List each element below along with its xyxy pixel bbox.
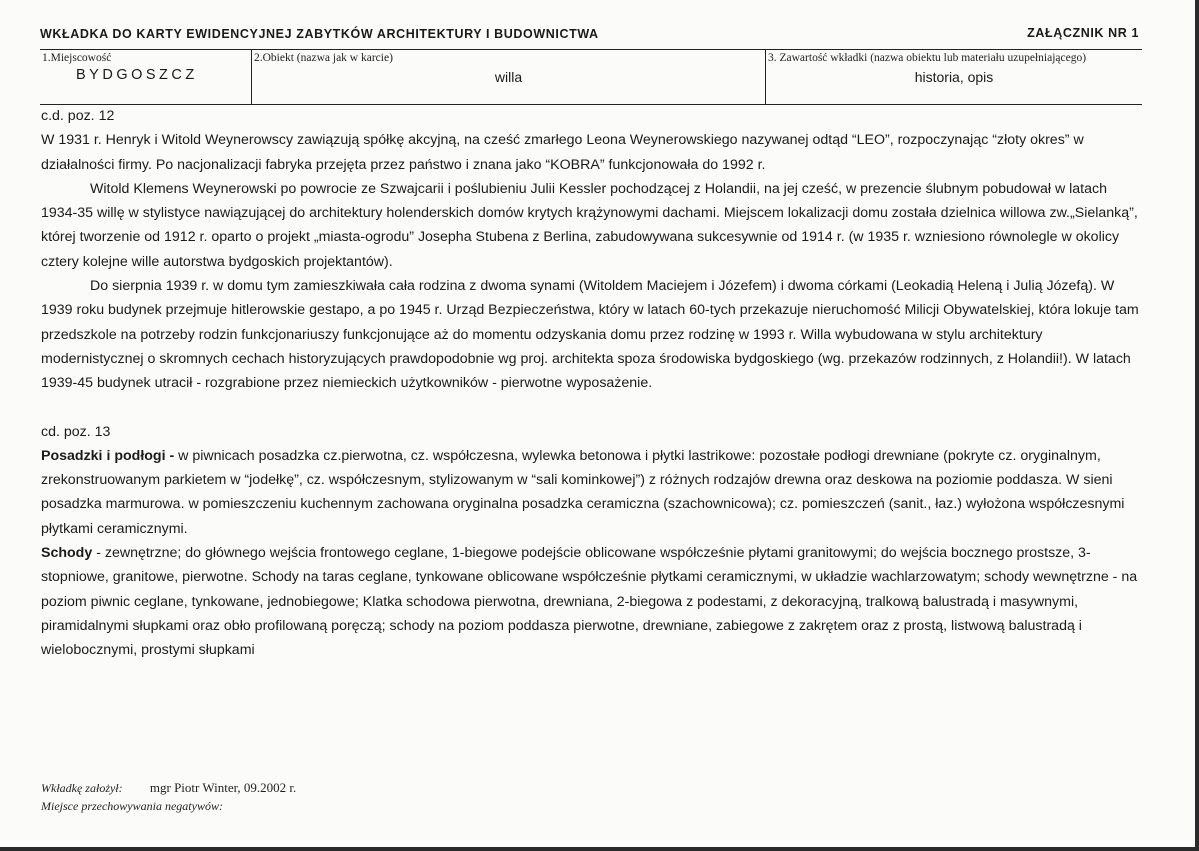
- history-paragraph-2: Witold Klemens Weynerowski po powrocie ze Szwajcarii i poślubieniu Julii Kessler pochodzącej z Holandii, na jej cześć, w prezencie ślubnym pobudował w latach 1934-35 willę w stylistyce nawiązującej do architektury holenderskich domów krytych krążynowymi dachami. Miejscem lokalizacji domu została dzielnica willowa zw.„Sielanką”, której tworzenie od 1912 r. oparto o projekt „miasta-ogrodu” Josepha Stubena z Berlina, zabudowywana sukcesywnie od 1914 r. (w 1935 r. wzniesiono równolegle w okolicy cztery kolejne wille autorstwa bydgoskich projektantów).: [41, 180, 1138, 270]
- locality-label: 1.Miejscowość: [42, 52, 112, 64]
- section2-heading: cd. poz. 13: [41, 423, 111, 440]
- stairs-text: - zewnętrzne; do głównego wejścia frontowego ceglane, 1-biegowe podejście oblicowane współcześnie płytami granitowymi; do wejścia bocznego prostsze, 3-stopniowe, granitowe, pierwotne. Schody na taras ceglane, tynkowane oblicowane współcześnie płytkami ceramicznymi, w układzie wachlarzowatym; schody wewnętrzne - na poziom piwnic ceglane, tynkowane, jednobiegowe; Klatka schodowa pierwotna, drewniana, 2-biegowa z podestami, z dekoracyjną, tralkową balustradą i masywnymi, piramidalnymi słupkami oraz obło profilowaną poręczą; schody na poziom poddasza pierwotne, drewniane, zabiegowe z zakrętem oraz z prostą, listwową balustradą i wielobocznymi, prostymi słupkami: [41, 545, 1138, 659]
- floors-paragraph: [41, 444, 1146, 541]
- form-header-row: [40, 49, 1142, 105]
- floors-text: w piwnicach posadzka cz.pierwotna, cz. współczesna, wylewka betonowa i płytki lastrikowe: pozostałe podłogi drewniane (pokryte cz. oryginalnym, zrekonstruowanym parkietem w “jodełkę”, cz. współczesnym, stylizowanym w “sali kominkowej”) z różnych rodzajów drewna oraz deskowa na poziomie poddasza. W sieni posadzka marmurowa. w pomieszczeniu kuchennym zachowana oryginalna posadzka ceramiczna (szachownicowa); cz. pomieszczeń (sanit., łaz.) wyłożona współczesnymi płytkami ceramicznymi.: [41, 447, 1125, 537]
- prepared-by-label: Wkładkę założył:: [41, 781, 123, 795]
- stairs-lead: Schody: [41, 545, 93, 562]
- object-value: willa: [494, 69, 523, 85]
- floors-lead: Posadzki i podłogi -: [41, 447, 175, 464]
- object-cell: [252, 50, 766, 104]
- history-paragraph-3: Do sierpnia 1939 r. w domu tym zamieszkiwała cała rodzina z dwoma synami (Witoldem Maciejem i Józefem) i dwoma córkami (Leokadią Heleną i Julią Józefą). W 1939 roku budynek przejmuje hitlerowskie gestapo, a po 1945 r. Urząd Bezpieczeństwa, który w latach 60-tych przekazuje nieruchomość Milicji Obywatelskiej, która lokuje tam przedszkole na potrzeby rodzin funkcjonariuszy funkcjonujące aż do momentu odzyskania domu przez rodzinę w 1993 r. Willa wybudowana w stylu architektury modernistycznej o skromnych cechach historyzujących prawdopodobnie wg proj. architekta spoza środowiska bydgoskiego (wg. przekazów rodzinnych, z Holandii!). W latach 1939-45 budynek utracił - rozgrabione przez niemieckich użytkowników - pierwotne wyposażenie.: [41, 278, 1139, 392]
- document-footer: [41, 780, 296, 814]
- prepared-by-value: mgr Piotr Winter, 09.2002 r.: [149, 780, 297, 795]
- content-cell: [766, 50, 1142, 104]
- paragraph-spacer: [41, 396, 1146, 420]
- section1-heading: c.d. poz. 12: [41, 108, 115, 124]
- history-paragraph-1: W 1931 r. Henryk i Witold Weynerowscy zawiązują spółkę akcyjną, na cześć zmarłego Leona Weynerowskiego nazywanej odtąd “LEO”, rozpoczynając “złoty okres” w działalności firmy. Po nacjonalizacji fabryka przejęta przez państwo i znana jako “KOBRA” funkcjonowała do 1992 r.: [41, 132, 1084, 173]
- document-body: [41, 104, 1146, 663]
- content-label: 3. Zawartość wkładki (nazwa obiektu lub materiału uzupełniającego): [768, 52, 1087, 64]
- negatives-storage-label: Miejsce przechowywania negatywów:: [41, 799, 223, 813]
- stairs-paragraph: [41, 541, 1146, 662]
- locality-cell: [40, 50, 252, 104]
- attachment-number: ZAŁĄCZNIK NR 1: [1027, 26, 1139, 40]
- document-title: WKŁADKA DO KARTY EWIDENCYJNEJ ZABYTKÓW ARCHITEKTURY I BUDOWNICTWA: [40, 27, 599, 41]
- content-value: historia, opis: [914, 69, 994, 85]
- prepared-by-line: [41, 780, 296, 796]
- object-label: 2.Obiekt (nazwa jak w karcie): [254, 52, 393, 64]
- locality-value: BYDGOSZCZ: [76, 67, 198, 83]
